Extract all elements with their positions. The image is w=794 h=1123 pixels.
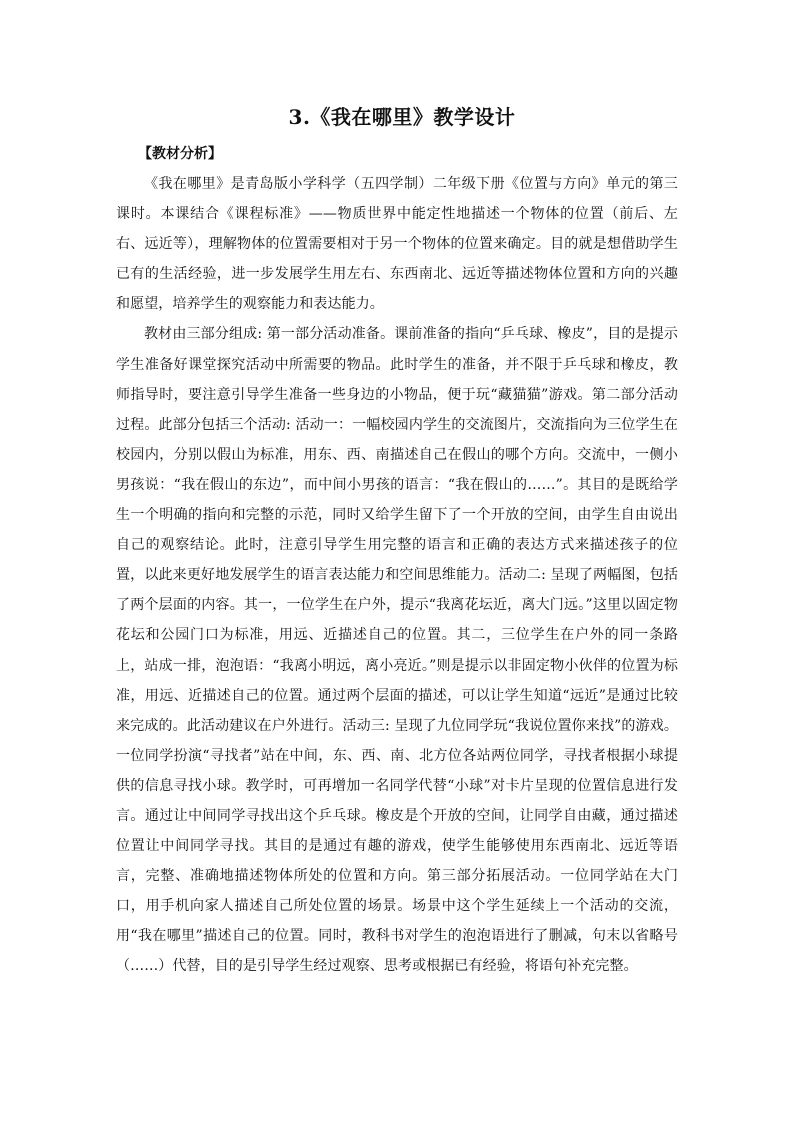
paragraph-intro: 《我在哪里》是青岛版小学科学（五四学制）二年级下册《位置与方向》单元的第三课时。本课结合《课程标准》——物质世界中能定性地描述一个物体的位置（前后、左右、远近等），理解物体的位置需要相对于另一个物体的位置来确定。目的就是想借助学生已有的生活经验，进一步发展学生用左右、东西南北、远近等描述物体位置和方向的兴趣和愿望，培养学生的观察能力和表达能力。 <box>116 176 678 313</box>
paragraph-structure: 教材由三部分组成: 第一部分活动准备。课前准备的指向“乒乓球、橡皮”，目的是提示学生准备好课堂探究活动中所需要的物品。此时学生的准备，并不限于乒乓球和橡皮，教师指导时，要注意引导学生准备一些身边的小物品，便于玩“藏猫猫”游戏。第二部分活动过程。此部分包括三个活动: 活动一：一幅校园内学生的交流图片，交流指向为三位学生在校园内，分别以假山为标准，用东、西、南描述自己在假山的哪个方向。交流中，一侧小男孩说：“我在假山的东边”，而中间小男孩的语言：“我在假山的……”。其目的是既给学生一个明确的指向和完整的示范，同时又给学生留下了一个开放的空间，由学生自由说出自己的观察结论。此时，注意引导学生用完整的语言和正确的表达方式来描述孩子的位置，以此来更好地发展学生的语言表达能力和空间思维能力。活动二: 呈现了两幅图，包括了两个层面的内容。其一，一位学生在户外，提示“我离花坛近，离大门远。”这里以固定物花坛和公园门口为标准，用远、近描述自己的位置。其二，三位学生在户外的同一条路上，站成一排，泡泡语：“我离小明远，离小亮近。”则是提示以非固定物小伙伴的位置为标准，用远、近描述自己的位置。通过两个层面的描述，可以让学生知道“远近”是通过比较来完成的。此活动建议在户外进行。活动三: 呈现了九位同学玩“我说位置你来找”的游戏。一位同学扮演“寻找者”站在中间，东、西、南、北方位各站两位同学，寻找者根据小球提供的信息寻找小球。教学时，可再增加一名同学代替“小球”对卡片呈现的位置信息进行发言。通过让中间同学寻找出这个乒乓球。橡皮是个开放的空间，让同学自由藏，通过描述位置让中间同学寻找。其目的是通过有趣的游戏，使学生能够使用东西南北、远近等语言，完整、准确地描述物体所处的位置和方向。第三部分拓展活动。一位同学站在大门口，用手机向家人描述自己所处位置的场景。场景中这个学生延续上一个活动的交流，用“我在哪里”描述自己的位置。同时，教科书对学生的泡泡语进行了删减，句末以省略号（……）代替，目的是引导学生经过观察、思考或根据已有经验，将语句补充完整。 <box>116 326 678 975</box>
document-title: 3.《我在哪里》教学设计 <box>288 105 516 129</box>
section-heading-textbook-analysis: 【教材分析】 <box>138 146 222 162</box>
document-page <box>116 103 678 982</box>
